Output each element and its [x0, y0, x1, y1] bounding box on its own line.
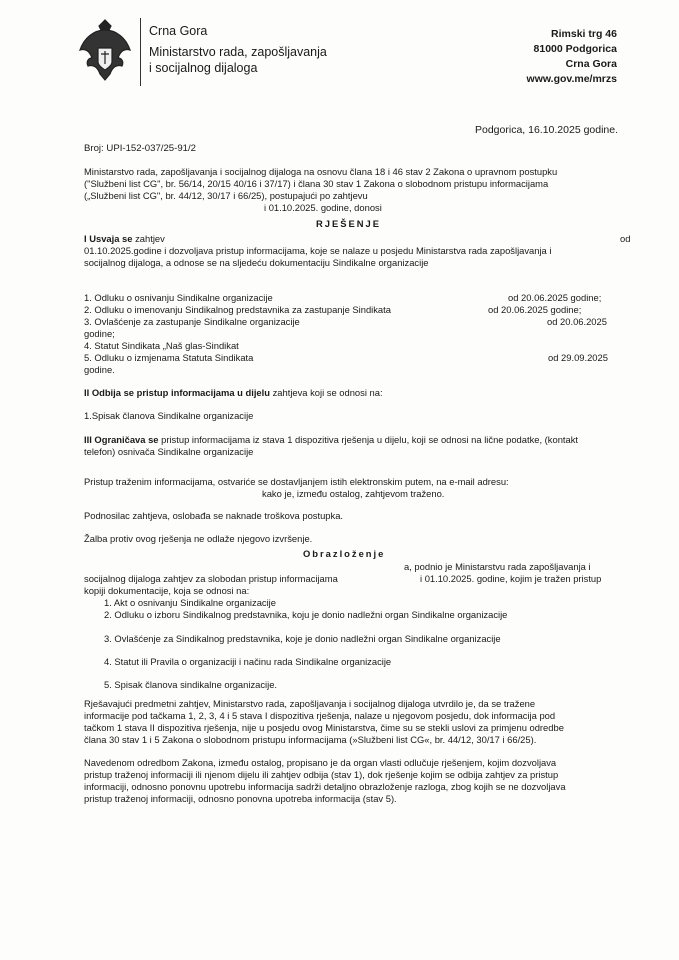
header-address [527, 27, 617, 87]
reasoning-intro-1: a, podnio je Ministarstvu rada zapošljavanja i [404, 561, 591, 572]
para-b-line4: pristup traženoj informaciji, odnosno ponovna upotreba informacija (stav 5). [84, 793, 397, 804]
decision-title: RJEŠENJE [316, 218, 381, 229]
para-b-line3: informaciji, odnosno ponovnu upotrebu informacija sadrži detaljno obrazloženje razloga, zbog kojih se ne dozvoljava [84, 781, 566, 792]
intro-line-3: („Službeni list CG", br. 44/12, 30/17 i 66/25), postupajući po zahtjevu [84, 190, 368, 201]
fees-text: Podnosilac zahtjeva, oslobađa se naknade troškova postupka. [84, 510, 344, 521]
part3-prefix: III Ograničava se [84, 434, 159, 445]
access-line2: kako je, između ostalog, zahtjevom traženo. [262, 488, 445, 499]
part3-line1-text: pristup informacijama iz stava 1 dispozitiva rješenja u dijelu, koji se odnosi na lične podatke, (kontakt [161, 434, 579, 445]
header-divider [140, 18, 141, 86]
header-country: Crna Gora [149, 24, 208, 38]
address-street: Rimski trg 46 [551, 28, 617, 40]
part2-rest: zahtjeva koji se odnosi na: [272, 387, 383, 398]
header-ministry-line1: Ministarstvo rada, zapošljavanja [149, 45, 327, 59]
part1-line2: 01.10.2025.godine i dozvoljava pristup informacijama, koje se nalaze u posjedu Ministarstva rada zapošljavanja i [84, 245, 552, 256]
part2-item: 1.Spisak članova Sindikalne organizacije [84, 410, 254, 421]
intro-line-2: ("Službeni list CG", br. 56/14, 20/15 40/16 i 37/17) i člana 30 stav 1 Zakona o slobodnom pristupu informacijama [84, 178, 549, 189]
part1-item-5-cont: godine. [84, 364, 115, 375]
part2-prefix: II Odbija se pristup informacijama u dijelu [84, 387, 270, 398]
reasoning-intro-2: socijalnog dijaloga zahtjev za slobodan pristup informacijama [84, 573, 338, 584]
appeal-text: Žalba protiv ovog rješenja ne odlaže njegovo izvršenje. [84, 533, 313, 544]
part1-item-5: 5. Odluku o izmjenama Statuta Sindikata [84, 352, 254, 363]
website-link[interactable]: www.gov.me/mrzs [526, 73, 617, 85]
reasoning-intro-3: i 01.10.2025. godine, kojim je tražen pristup [420, 573, 602, 584]
part1-item-3: 3. Ovlašćenje za zastupanje Sindikalne organizacije [84, 316, 300, 327]
para-b-line1: Navedenom odredbom Zakona, između ostalog, propisano je da organ vlasti odlučuje rješenjem, kojim dozvoljava [84, 757, 557, 768]
place-date: Podgorica, 16.10.2025 godine. [475, 124, 619, 136]
part1-item-2-date: od 20.06.2025 godine; [488, 304, 582, 315]
para-a-line3: tačkom 1 stava II dispozitiva rješenja, nije u posjedu ovog Ministarstva, čime su se stekli uslovi za primjenu odredbe [84, 722, 564, 733]
part1-line1-text: zahtjev [135, 233, 165, 244]
para-b-line2: pristup traženoj informaciji ili njenom dijelu ili zahtjev odbija (stav 1), dok rješenje kojim se odbija zahtjev za pristup [84, 769, 559, 780]
address-country: Crna Gora [565, 58, 617, 70]
part1-line3: socijalnog dijaloga, a odnose se na sljedeću dokumentaciju Sindikalne organizacije [84, 257, 429, 268]
part1-prefix: I Usvaja se [84, 233, 133, 244]
part3-line1 [84, 434, 578, 446]
part1-item-4: 4. Statut Sindikata „Naš glas-Sindikat [84, 340, 239, 351]
part1-line1-right: od [620, 233, 631, 244]
reasoning-item-5: 5. Spisak članova sindikalne organizacije. [104, 679, 278, 690]
part1-item-1-date: od 20.06.2025 godine; [508, 292, 602, 303]
coat-of-arms-icon [76, 18, 134, 84]
header-ministry-line2: i socijalnog dijaloga [149, 61, 258, 75]
part1-item-3-date: od 20.06.2025 [547, 316, 607, 327]
access-line1: Pristup traženim informacijama, ostvariće se dostavljanjem istih elektronskim putem, na e-mail adresu: [84, 476, 509, 487]
intro-line-1: Ministarstvo rada, zapošljavanja i socijalnog dijaloga na osnovu člana 18 i 46 stav 2 Zakona o upravnom postupku [84, 166, 558, 177]
part1-item-3-cont: godine; [84, 328, 115, 339]
reasoning-item-2: 2. Odluku o izboru Sindikalnog predstavnika, koju je donio nadležni organ Sindikalne organizacije [104, 609, 508, 620]
reasoning-item-3: 3. Ovlašćenje za Sindikalnog predstavnika, koje je donio nadležni organ Sindikalne organizacije [104, 633, 501, 644]
para-a-line1: Rješavajući predmetni zahtjev, Ministarstvo rada, zapošljavanja i socijalnog dijaloga utvrdilo je, da se tražene [84, 698, 536, 709]
intro-line-4: i 01.10.2025. godine, donosi [264, 202, 382, 213]
part2-heading [84, 387, 383, 399]
reasoning-item-1: 1. Akt o osnivanju Sindikalne organizacije [104, 597, 276, 608]
part1-item-1: 1. Odluku o osnivanju Sindikalne organizacije [84, 292, 273, 303]
reference-number: Broj: UPI-152-037/25-91/2 [84, 143, 196, 154]
reasoning-title: Obrazloženje [303, 548, 386, 559]
para-a-line2: informacije pod tačkama 1, 2, 3, 4 i 5 stava I dispozitiva rješenja, nalaze u njegovom posjedu, dok informacija pod [84, 710, 556, 721]
part3-line2: telefon) osnivača Sindikalne organizacije [84, 446, 254, 457]
address-city: 81000 Podgorica [533, 43, 617, 55]
part1-line1 [84, 233, 165, 245]
reasoning-intro-4: kopiji dokumentacije, koja se odnosi na: [84, 585, 250, 596]
reasoning-item-4: 4. Statut ili Pravila o organizaciji i načinu rada Sindikalne organizacije [104, 656, 392, 667]
part1-item-5-date: od 29.09.2025 [548, 352, 608, 363]
part1-item-2: 2. Odluku o imenovanju Sindikalnog predstavnika za zastupanje Sindikata [84, 304, 391, 315]
para-a-line4: člana 30 stav 1 i 5 Zakona o slobodnom pristupu informacijama (»Službeni list CG«, br. 44/12, 30/17 i 66/25). [84, 734, 537, 745]
